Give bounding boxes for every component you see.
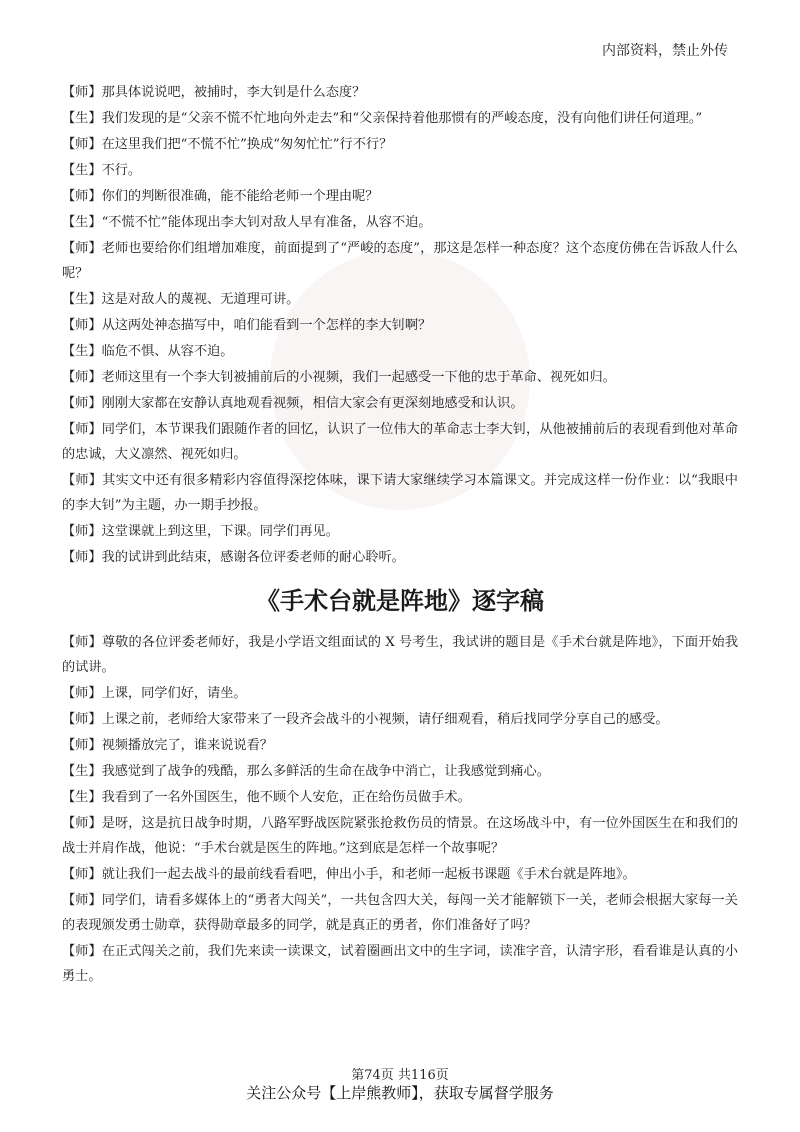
- document-body: [62, 80, 738, 990]
- paragraph-text: 同学们，本节课我们跟随作者的回忆，认识了一位伟大的革命志士李大钊，从他被捕前后的表现看到他对革命的忠诚，大义凛然、视死如归。: [62, 422, 739, 462]
- dialogue-paragraph: [62, 287, 738, 312]
- speaker-tag: 【师】: [62, 524, 102, 539]
- speaker-tag: 【师】: [62, 816, 102, 831]
- speaker-tag: 【师】: [62, 396, 102, 411]
- paragraph-text: 老师这里有一个李大钊被捕前后的小视频，我们一起感受一下他的忠于革命、视死如归。: [101, 370, 616, 385]
- paragraph-text: 这堂课就上到这里，下课。同学们再见。: [101, 524, 339, 539]
- paragraph-text: 尊敬的各位评委老师好，我是小学语文组面试的 X 号考生，我试讲的题目是《手术台就是阵地》，下面开始我的试讲。: [62, 635, 739, 675]
- dialogue-paragraph: [62, 313, 738, 338]
- speaker-tag: 【生】: [62, 344, 102, 359]
- paragraph-text: 刚刚大家都在安静认真地观看视频，相信大家会有更深刻地感受和认识。: [101, 396, 524, 411]
- dialogue-paragraph: [62, 184, 738, 209]
- dialogue-paragraph: [62, 519, 738, 544]
- paragraph-text: 我们发现的是“父亲不慌不忙地向外走去”和“父亲保持着他那惯有的严峻态度，没有向他们讲任何道理。”: [101, 111, 703, 126]
- paragraph-text: 上课，同学们好，请坐。: [101, 686, 247, 701]
- speaker-tag: 【生】: [62, 790, 102, 805]
- dialogue-paragraph: [62, 811, 738, 861]
- paragraph-text: 老师也要给你们组增加难度，前面提到了“严峻的态度”，那这是怎样一种态度？这个态度仿佛在告诉敌人什么呢？: [62, 241, 738, 281]
- paragraph-text: 是呀，这是抗日战争时期，八路军野战医院紧张抢救伤员的情景。在这场战斗中，有一位外国医生在和我们的战士并肩作战，他说：“手术台就是医生的阵地。”这到底是怎样一个故事呢？: [62, 816, 739, 856]
- dialogue-paragraph: [62, 80, 738, 105]
- dialogue-paragraph: [62, 236, 738, 286]
- dialogue-paragraph: [62, 210, 738, 235]
- dialogue-paragraph: [62, 339, 738, 364]
- dialogue-paragraph: [62, 365, 738, 390]
- dialogue-paragraph: [62, 759, 738, 784]
- dialogue-paragraph: [62, 733, 738, 758]
- dialogue-paragraph: [62, 545, 738, 570]
- speaker-tag: 【生】: [62, 215, 102, 230]
- dialogue-paragraph: [62, 132, 738, 157]
- dialogue-paragraph: [62, 630, 738, 680]
- paragraph-text: 从这两处神态描写中，咱们能看到一个怎样的李大钊啊？: [101, 318, 432, 333]
- speaker-tag: 【师】: [62, 893, 102, 908]
- paragraph-text: 其实文中还有很多精彩内容值得深挖体味，课下请大家继续学习本篇课文。并完成这样一份作业：以“我眼中的李大钊”为主题，办一期手抄报。: [62, 473, 738, 513]
- dialogue-paragraph: [62, 707, 738, 732]
- speaker-tag: 【生】: [62, 111, 102, 126]
- dialogue-paragraph: [62, 888, 738, 938]
- section-lesson-operating-table: [62, 630, 738, 989]
- speaker-tag: 【师】: [62, 550, 102, 565]
- speaker-tag: 【师】: [62, 189, 102, 204]
- paragraph-text: 视频播放完了，谁来说说看？: [101, 738, 273, 753]
- speaker-tag: 【生】: [62, 163, 102, 178]
- dialogue-paragraph: [62, 681, 738, 706]
- paragraph-text: 我看到了一名外国医生，他不顾个人安危，正在给伤员做手术。: [101, 790, 471, 805]
- speaker-tag: 【师】: [62, 473, 103, 488]
- paragraph-text: 上课之前，老师给大家带来了一段齐会战斗的小视频，请仔细观看，稍后找同学分享自己的感受。: [101, 712, 669, 727]
- dialogue-paragraph: [62, 158, 738, 183]
- section-title: 《手术台就是阵地》逐字稿: [256, 587, 544, 615]
- speaker-tag: 【师】: [62, 738, 102, 753]
- paragraph-text: 那具体说说吧，被捕时，李大钊是什么态度？: [101, 85, 366, 100]
- paragraph-text: 不行。: [101, 163, 142, 178]
- paragraph-text: “不慌不忙”能体现出李大钊对敌人早有准备，从容不迫。: [101, 215, 432, 230]
- paragraph-text: 我的试讲到此结束，感谢各位评委老师的耐心聆听。: [101, 550, 405, 565]
- paragraph-text: 就让我们一起去战斗的最前线看看吧，伸出小手，和老师一起板书课题《手术台就是阵地》。: [101, 867, 636, 882]
- paragraph-text: 这是对敌人的蔑视、无道理可讲。: [101, 292, 300, 307]
- paragraph-text: 你们的判断很准确，能不能给老师一个理由呢？: [101, 189, 379, 204]
- speaker-tag: 【师】: [62, 686, 102, 701]
- speaker-tag: 【师】: [62, 370, 102, 385]
- dialogue-paragraph: [62, 417, 738, 467]
- paragraph-text: 在这里我们把“不慌不忙”换成“匆匆忙忙”行不行？: [101, 137, 393, 152]
- dialogue-paragraph: [62, 862, 738, 887]
- paragraph-text: 同学们，请看多媒体上的“勇者大闯关”，一共包含四大关，每闯一关才能解锁下一关，老师会根据大家每一关的表现颁发勇士勋章，获得勋章最多的同学，就是真正的勇者，你们准备好了吗？: [62, 893, 738, 933]
- speaker-tag: 【师】: [62, 422, 102, 437]
- speaker-tag: 【师】: [62, 85, 102, 100]
- footer-follow-note: 关注公众号【上岸熊教师】，获取专属督学服务: [246, 1084, 554, 1102]
- speaker-tag: 【师】: [62, 635, 102, 650]
- speaker-tag: 【生】: [62, 764, 102, 779]
- dialogue-paragraph: [62, 106, 738, 131]
- speaker-tag: 【师】: [62, 712, 102, 727]
- header-note: 内部资料，禁止外传: [602, 43, 728, 59]
- speaker-tag: 【师】: [62, 241, 102, 256]
- dialogue-paragraph: [62, 939, 738, 989]
- dialogue-paragraph: [62, 391, 738, 416]
- paragraph-text: 临危不惧、从容不迫。: [101, 344, 234, 359]
- section-lesson-li-dazhao: [62, 80, 738, 570]
- dialogue-paragraph: [62, 468, 738, 518]
- speaker-tag: 【师】: [62, 137, 102, 152]
- speaker-tag: 【师】: [62, 944, 102, 959]
- speaker-tag: 【师】: [62, 867, 102, 882]
- dialogue-paragraph: [62, 785, 738, 810]
- paragraph-text: 我感觉到了战争的残酷，那么多鲜活的生命在战争中消亡，让我感觉到痛心。: [101, 764, 550, 779]
- speaker-tag: 【师】: [62, 318, 102, 333]
- paragraph-text: 在正式闯关之前，我们先来读一读课文，试着圈画出文中的生字词，读准字音，认清字形，看看谁是认真的小勇士。: [62, 944, 739, 984]
- page-number: 第74页 共116页: [351, 1068, 449, 1083]
- speaker-tag: 【生】: [62, 292, 102, 307]
